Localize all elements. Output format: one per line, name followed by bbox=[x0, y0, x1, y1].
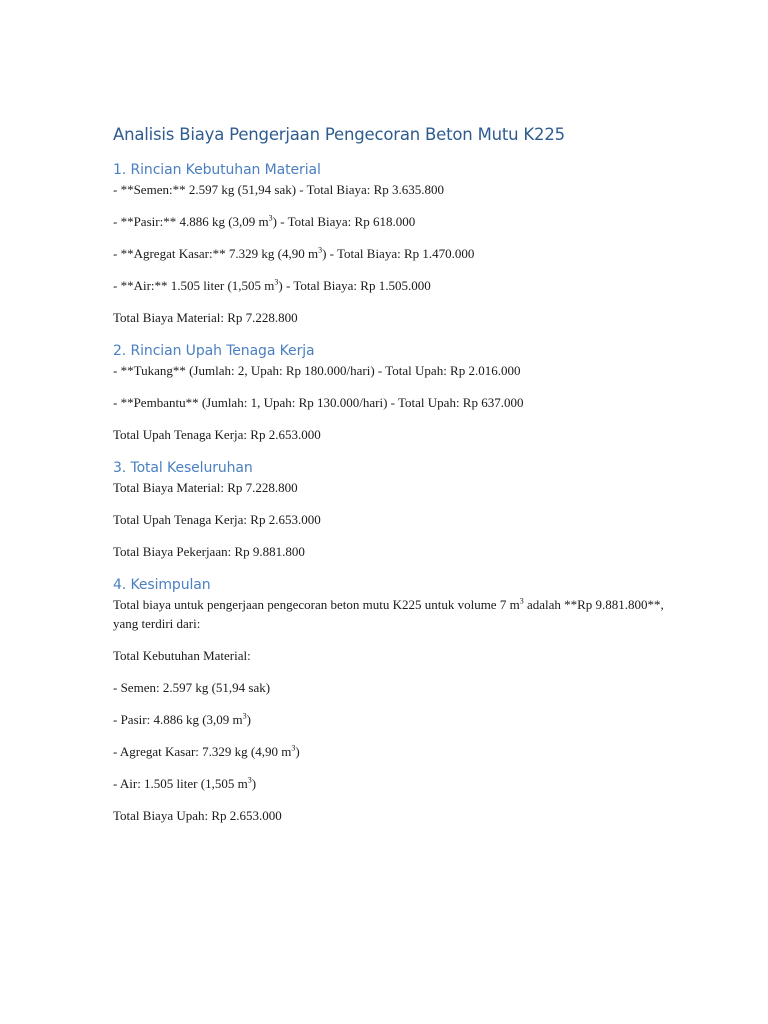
conclusion-wage-total: Total Biaya Upah: Rp 2.653.000 bbox=[113, 808, 282, 823]
conclusion-material-semen: - Semen: 2.597 kg (51,94 sak) bbox=[113, 680, 271, 695]
labor-item-tukang: - **Tukang** (Jumlah: 2, Upah: Rp 180.000/hari) - Total Upah: Rp 2.016.000 bbox=[113, 363, 521, 378]
material-item-air: - **Air:** 1.505 liter (1,505 $m^3$) - Total Biaya: Rp 1.505.000 bbox=[113, 277, 431, 293]
total-job-line: Total Biaya Pekerjaan: Rp 9.881.800 bbox=[113, 544, 305, 559]
conclusion-material-agregat: - Agregat Kasar: 7.329 kg (4,90 $m^3$) bbox=[113, 743, 300, 759]
labor-item-pembantu: - **Pembantu** (Jumlah: 1, Upah: Rp 130.000/hari) - Total Upah: Rp 637.000 bbox=[113, 395, 524, 410]
material-item-agregat: - **Agregat Kasar:** 7.329 kg (4,90 $m^3$) - Total Biaya: Rp 1.470.000 bbox=[113, 245, 475, 261]
labor-total: Total Upah Tenaga Kerja: Rp 2.653.000 bbox=[113, 427, 321, 442]
section-heading-material: 1. Rincian Kebutuhan Material bbox=[113, 162, 321, 178]
section-heading-labor: 2. Rincian Upah Tenaga Kerja bbox=[113, 343, 315, 359]
section-heading-total: 3. Total Keseluruhan bbox=[113, 460, 253, 476]
material-item-semen: - **Semen:** 2.597 kg (51,94 sak) - Total Biaya: Rp 3.635.800 bbox=[113, 182, 445, 197]
document-title: Analisis Biaya Pengerjaan Pengecoran Beton Mutu K225 bbox=[113, 125, 565, 144]
material-total: Total Biaya Material: Rp 7.228.800 bbox=[113, 310, 298, 325]
conclusion-material-label: Total Kebutuhan Material: bbox=[113, 648, 251, 663]
document-content bbox=[113, 124, 673, 825]
section-heading-conclusion: 4. Kesimpulan bbox=[113, 577, 211, 593]
conclusion-material-air: - Air: 1.505 liter (1,505 $m^3$) bbox=[113, 775, 257, 791]
conclusion-material-pasir: - Pasir: 4.886 kg (3,09 $m^3$) bbox=[113, 711, 251, 727]
total-labor-line: Total Upah Tenaga Kerja: Rp 2.653.000 bbox=[113, 512, 321, 527]
material-item-pasir: - **Pasir:** 4.886 kg (3,09 $m^3$) - Total Biaya: Rp 618.000 bbox=[113, 213, 416, 229]
conclusion-summary: Total biaya untuk pengerjaan pengecoran beton mutu K225 untuk volume 7 $m^3$ adalah **Rp 9.881.800**, yang terdiri dari: bbox=[113, 596, 664, 631]
total-material-line: Total Biaya Material: Rp 7.228.800 bbox=[113, 480, 298, 495]
